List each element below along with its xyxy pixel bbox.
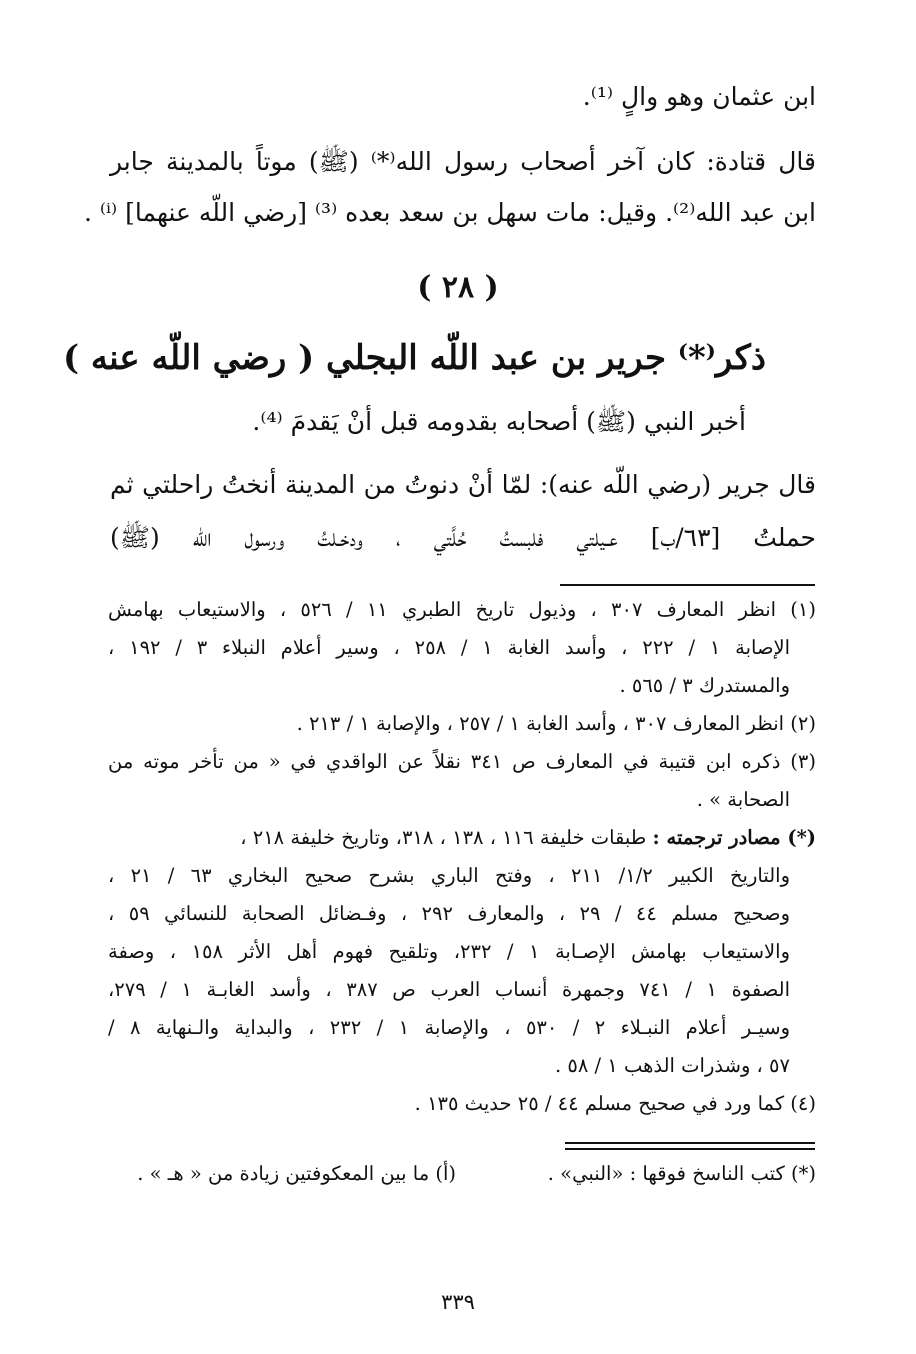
page-number: ٣٣٩ <box>441 1290 475 1314</box>
footnote-line: الإصابة ١ / ٢٢٢ ، وأسد الغابة ١ / ٢٥٨ ، وسير أعلام النبلاء ٣ / ١٩٢ ، <box>108 636 791 659</box>
footnote-line: الصحابة » . <box>696 788 790 811</box>
footnote-line: والمستدرك ٣ / ٥٦٥ . <box>619 674 790 697</box>
main-line: ابن عثمان وهو والٍ ⁽¹⁾. <box>582 82 816 111</box>
footnote-divider <box>560 584 815 586</box>
main-line: قال جرير (رضي اللّه عنه): لمّا أنْ دنوتُ من المدينة أنختُ راحلتي ثم <box>110 470 816 499</box>
main-line: أخبر النبي (ﷺ) أصحابه بقدومه قبل أنْ يَقدمَ ⁽⁴⁾. <box>252 407 746 436</box>
footnote-line <box>108 826 816 849</box>
footnote-line: (٣) ذكره ابن قتيبة في المعارف ص ٣٤١ نقلاً عن الواقدي في « من تأخر موته من <box>108 750 816 773</box>
sources-label: (*) مصادر ترجمته : <box>652 826 816 849</box>
footnote-line: والتاريخ الكبير ١/٢/ ٢١١ ، وفتح الباري بشرح صحيح البخاري ٦٣ / ٢١ ، <box>108 864 791 887</box>
section-number: ( ٢٨ ) <box>417 270 499 305</box>
notes-divider-bottom <box>565 1148 815 1150</box>
footnote-line: الصفوة ١ / ٧٤١ وجمهرة أنساب العرب ص ٣٨٧ ، وأسد الغابـة ١ / ٢٧٩، <box>108 978 791 1001</box>
footnote-line: وصحيح مسلم ٤٤ / ٢٩ ، والمعارف ٢٩٢ ، وفـضائل الصحابة للنسائي ٥٩ ، <box>108 902 790 925</box>
footnote-line: والاستيعاب بهامش الإصـابة ١ / ٢٣٢، وتلقيح فهوم أهل الأثر ١٥٨ ، وصفة <box>108 940 790 963</box>
notes-divider-top <box>565 1142 815 1144</box>
editor-note: (*) كتب الناسخ فوقها : «النبي» . <box>547 1162 816 1185</box>
footnote-line: (٢) انظر المعارف ٣٠٧ ، وأسد الغابة ١ / ٢٥٧ ، والإصابة ١ / ٢١٣ . <box>296 712 816 735</box>
section-title: ذكر⁽*⁾ جرير بن عبد اللّه البجلي ( رضي اللّه عنه ) <box>63 338 766 378</box>
main-line: حملتُ [٦٣/ب] عـيلتي فلبستُ حُلَّتي ، ودخـلتُ ورسول اللّه (ﷺ) <box>110 523 816 552</box>
main-line: قال قتادة: كان آخر أصحاب رسول الله⁽*⁾ (ﷺ) موتاً بالمدينة جابر <box>110 147 816 176</box>
footnote-line: وسيـر أعلام النبـلاء ٢ / ٥٣٠ ، والإصابة ١ / ٢٣٢ ، والبداية والـنهاية ٨ / <box>108 1016 790 1039</box>
footnote-line: (١) انظر المعارف ٣٠٧ ، وذيول تاريخ الطبري ١١ / ٥٢٦ ، والاستيعاب بهامش <box>108 598 817 621</box>
footnote-line: ٥٧ ، وشذرات الذهب ١ / ٥٨ . <box>554 1054 790 1077</box>
footnote-line: (٤) كما ورد في صحيح مسلم ٤٤ / ٢٥ حديث ١٣٥ . <box>414 1092 816 1115</box>
editor-note: (أ) ما بين المعكوفتين زيادة من « هـ » . <box>137 1162 456 1185</box>
main-line: ابن عبد الله⁽²⁾. وقيل: مات سهل بن سعد بعده ⁽³⁾ [رضي اللّه عنهما] ⁽ⁱ⁾ . <box>83 198 816 227</box>
sources-text: طبقات خليفة ١١٦ ، ١٣٨ ، ٣١٨، وتاريخ خليفة ٢١٨ ، <box>240 826 647 849</box>
